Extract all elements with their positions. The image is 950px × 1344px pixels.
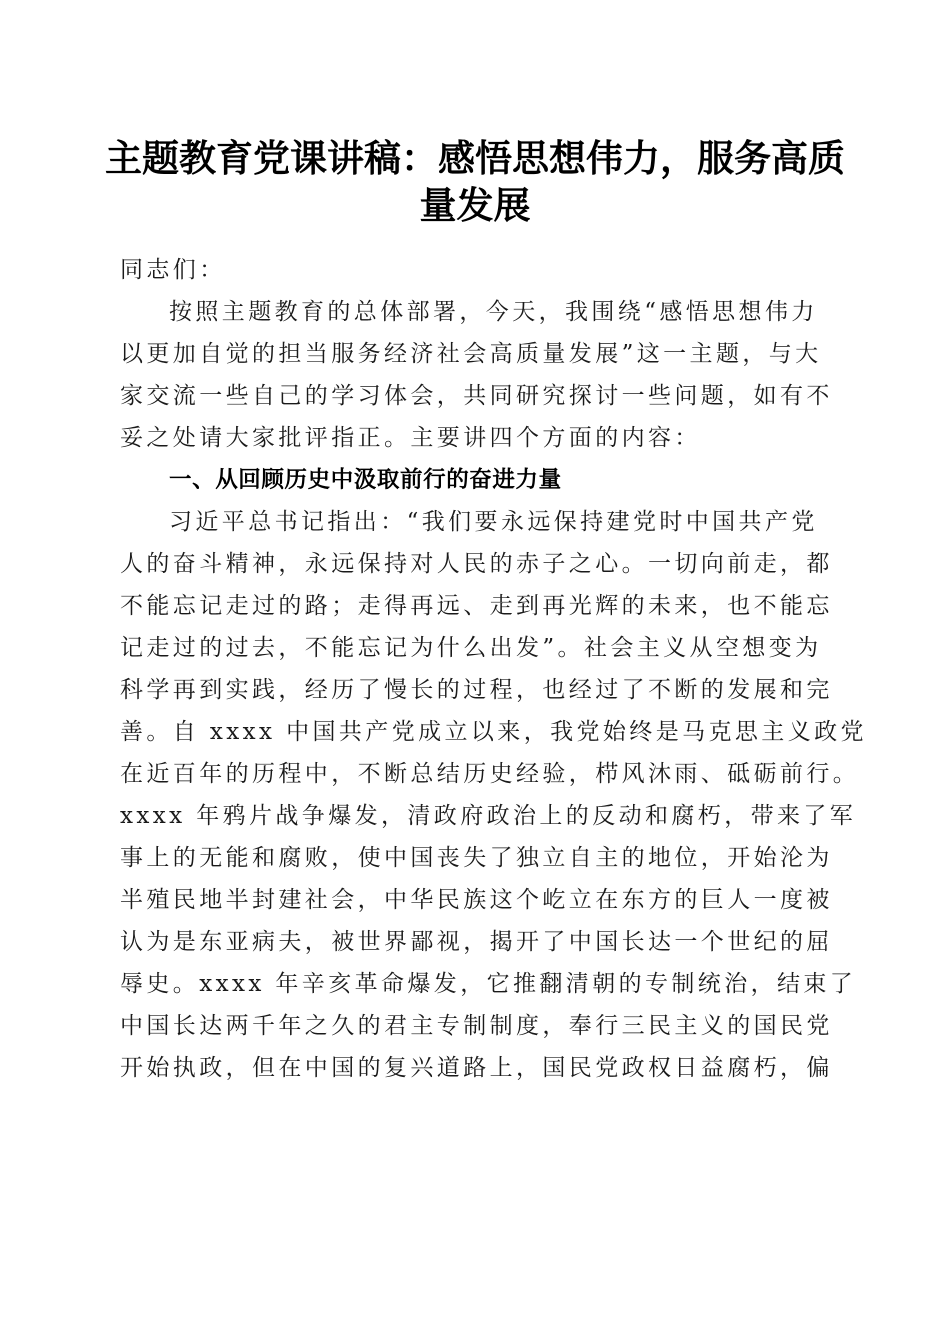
title-line-2: 量发展: [419, 186, 531, 227]
section-paragraph-line: 半殖民地半封建社会，中华民族这个屹立在东方的巨人一度被: [120, 887, 833, 913]
section-paragraph-line: 科学再到实践，经历了慢长的过程，也经过了不断的发展和完: [120, 677, 833, 703]
section-paragraph-line: 记走过的过去，不能忘记为什么出发”。社会主义从空想变为: [120, 635, 822, 661]
salutation: 同志们：: [120, 257, 226, 283]
section-paragraph-line: 辱史。xxxx 年辛亥革命爆发，它推翻清朝的专制统治，结束了: [120, 971, 857, 997]
section-paragraph-line: 习近平总书记指出：“我们要永远保持建党时中国共产党: [169, 509, 818, 535]
section-paragraph-line: 认为是东亚病夫，被世界鄙视，揭开了中国长达一个世纪的屈: [120, 929, 833, 955]
section-paragraph-line: 不能忘记走过的路；走得再远、走到再光辉的未来，也不能忘: [120, 593, 833, 619]
section-paragraph-line: 在近百年的历程中，不断总结历史经验，栉风沐雨、砥砺前行。: [120, 761, 860, 787]
section-paragraph-line: 善。自 xxxx 中国共产党成立以来，我党始终是马克思主义政党: [120, 719, 867, 745]
section-heading: 一、从回顾历史中汲取前行的奋进力量: [169, 467, 562, 493]
title-line-1: 主题教育党课讲稿：感悟思想伟力，服务高质: [105, 139, 845, 180]
intro-paragraph-line: 妥之处请大家批评指正。主要讲四个方面的内容：: [120, 425, 701, 451]
section-paragraph-line: 事上的无能和腐败，使中国丧失了独立自主的地位，开始沦为: [120, 845, 833, 871]
document-title: [100, 136, 850, 230]
intro-paragraph-line: 家交流一些自己的学习体会，共同研究探讨一些问题，如有不: [120, 383, 833, 409]
section-paragraph-line: xxxx 年鸦片战争爆发，清政府政治上的反动和腐朽，带来了军: [120, 803, 857, 829]
section-paragraph-line: 人的奋斗精神，永远保持对人民的赤子之心。一切向前走，都: [120, 551, 833, 577]
document-body: [120, 249, 867, 1089]
intro-paragraph-line: 以更加自觉的担当服务经济社会高质量发展”这一主题，与大: [120, 341, 822, 367]
section-paragraph-line: 开始执政，但在中国的复兴道路上，国民党政权日益腐朽，偏: [120, 1055, 833, 1081]
section-paragraph-line: 中国长达两千年之久的君主专制制度，奉行三民主义的国民党: [120, 1013, 833, 1039]
intro-paragraph-line: 按照主题教育的总体部署，今天，我围绕“感悟思想伟力: [169, 299, 818, 325]
